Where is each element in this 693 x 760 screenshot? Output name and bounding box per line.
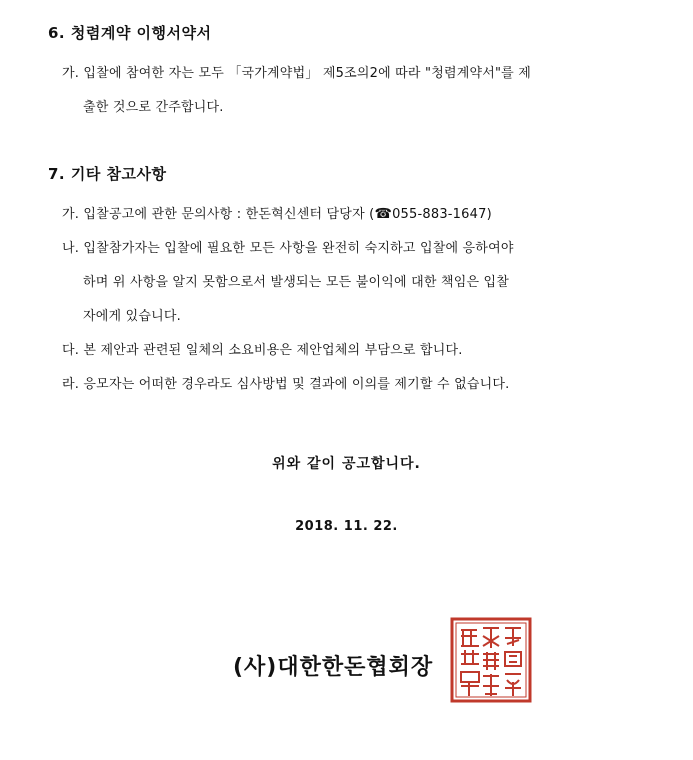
section-7-item-ga-prefix: 가. 입찰공고에 관한 문의사항 : 한돈혁신센터 담당자 ( [62,207,375,222]
section-7-heading: 7. 기타 참고사항 [48,165,167,183]
section-7-item-na-line2: 하며 위 사항을 알지 못함으로서 발생되는 모든 불이익에 대한 책임은 입찰 [83,275,510,290]
section-7-item-ra: 라. 응모자는 어떠한 경우라도 심사방법 및 결과에 이의를 제기할 수 없습니다. [62,377,510,392]
announcement-date: 2018. 11. 22. [295,519,398,534]
organization-name: (사)대한한돈협회장 [233,655,434,680]
section-6-item-ga-line2: 출한 것으로 간주합니다. [83,100,224,115]
phone-icon: ☎ [374,206,393,222]
announcement-text: 위와 같이 공고합니다. [272,456,421,472]
section-6-item-ga-line1: 가. 입찰에 참여한 자는 모두 「국가계약법」 제5조의2에 따라 "청렴계약서"를 제 [62,66,532,81]
section-7-item-ga-phone: 055-883-1647) [392,207,492,222]
official-seal-icon [449,616,533,704]
section-7-item-da: 다. 본 제안과 관련된 일체의 소요비용은 제안업체의 부담으로 합니다. [62,343,463,358]
section-6-heading: 6. 청렴계약 이행서약서 [48,24,212,42]
section-7-item-na-line1: 나. 입찰참가자는 입찰에 필요한 모든 사항을 완전히 숙지하고 입찰에 응하여야 [62,241,514,256]
section-7-item-na-line3: 자에게 있습니다. [83,309,181,324]
section-7-item-ga [62,203,492,222]
